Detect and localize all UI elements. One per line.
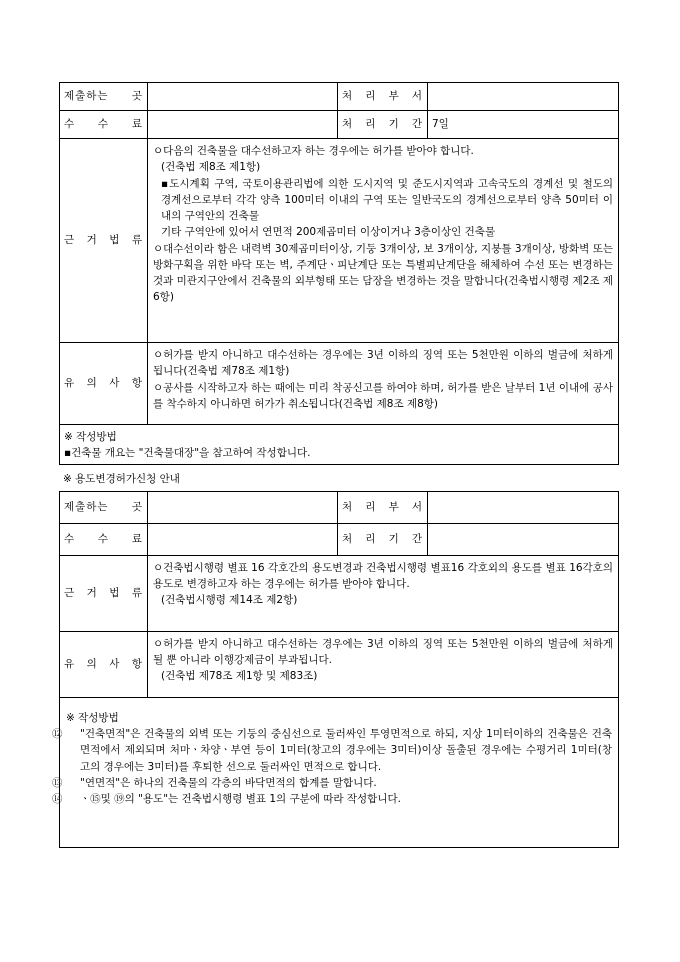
caution-line: ㅇ공사를 시작하고자 하는 때에는 미리 착공신고를 하여야 하며, 허가를 받은 날부터 1년 이내에 공사를 착수하지 아니하면 허가가 취소됩니다(건축법 제8조 제8항) xyxy=(153,381,613,410)
section2-table xyxy=(59,491,619,698)
note-mark: ⑫ xyxy=(52,728,63,741)
note-text: "연면적"은 하나의 건축물의 각층의 바닥면적의 합계를 말합니다. xyxy=(80,776,377,789)
section2-title: ※ 용도변경허가신청 안내 xyxy=(63,472,180,485)
dept-value xyxy=(428,83,619,111)
note-item xyxy=(52,726,612,775)
submit-label: 제출하는 곳 xyxy=(60,83,148,111)
section1-table xyxy=(59,82,619,425)
note-text: "건축면적"은 건축물의 외벽 또는 기둥의 중심선으로 둘러싸인 투영면적으로 하되, 지상 1미터이하의 건축물은 건축면적에서 제외되며 처마ㆍ차양ㆍ부연 등이 1미터(창고의 경우에는 3미터)이상 돌출된 경우에는 수평거리 1미터(창고의 경우에는 3미터)를 후퇴한 선으로 둘러싸인 면적으로 합니다. xyxy=(80,728,612,773)
law-line: ▪도시계획 구역, 국토이용관리법에 의한 도시지역 및 준도시지역과 고속국도의 경계선 및 철도의 경계선으로부터 각각 양측 100미터 이내의 구역 또는 일반국도의 경계선으로부터 양측 50미터 이내의 구역안의 건축물 xyxy=(161,177,613,223)
fee-label: 수 수 료 xyxy=(60,523,148,555)
law-line: 기타 구역안에 있어서 연면적 200제곱미터 이상이거나 3층이상인 건축물 xyxy=(161,226,496,239)
section1-method xyxy=(59,425,619,465)
law-line: ㅇ건축법시행령 별표 16 각호간의 용도변경과 건축법시행령 별표16 각호외의 용도를 별표 16각호의 용도로 변경하고자 하는 경우에는 허가를 받아야 합니다. xyxy=(153,561,613,591)
note-mark: ⑭ xyxy=(52,793,63,806)
law-content xyxy=(148,555,619,631)
submit-value xyxy=(148,83,338,111)
caution-content xyxy=(148,631,619,697)
fee-label: 수 수 료 xyxy=(60,111,148,139)
law-label: 근 거 법 류 xyxy=(60,555,148,631)
law-line: ㅇ다음의 건축물을 대수선하고자 하는 경우에는 허가를 받아야 합니다. xyxy=(153,145,474,157)
period-value: 7일 xyxy=(428,111,619,139)
caution-line: ㅇ허가를 받지 아니하고 대수선하는 경우에는 3년 이하의 징역 또는 5천만원 이하의 벌금에 처하게 됩니다(건축법 제78조 제1항) xyxy=(153,349,613,378)
period-label: 처 리 기 간 xyxy=(338,111,428,139)
law-line: (건축법시행령 제14조 제2항) xyxy=(161,594,298,607)
law-content xyxy=(148,139,619,343)
law-label: 근 거 법 류 xyxy=(60,139,148,343)
note-text: ㆍ⑮및 ⑲의 "용도"는 건축법시행령 별표 1의 구분에 따라 작성합니다. xyxy=(80,793,401,806)
period-value xyxy=(428,523,619,555)
method-line: ▪건축물 개요는 "건축물대장"을 참고하여 작성합니다. xyxy=(64,447,311,460)
note-mark: ⑬ xyxy=(52,776,63,789)
law-line: ㅇ대수선이라 함은 내력벽 30제곱미터이상, 기둥 3개이상, 보 3개이상, 지붕틀 3개이상, 방화벽 또는 방화구획을 위한 바닥 또는 벽, 주계단ㆍ피난계단 또는 특별피난계단을 해체하여 수선 또는 변경하는 것과 미관지구안에서 건축물의 외부형태 또는 담장을 변경하는 것을 말합니다(건축법시행령 제2조 제6항) xyxy=(153,242,614,304)
note-item xyxy=(52,775,612,791)
notes-box xyxy=(52,698,619,848)
fee-value xyxy=(148,523,338,555)
caution-label: 유 의 사 항 xyxy=(60,343,148,425)
dept-value xyxy=(428,491,619,523)
submit-value xyxy=(148,491,338,523)
fee-value xyxy=(148,111,338,139)
caution-label: 유 의 사 항 xyxy=(60,631,148,697)
caution-line: (건축법 제78조 제1항 및 제83조) xyxy=(161,670,318,683)
document-sheet xyxy=(52,82,619,848)
dept-label: 처 리 부 서 xyxy=(338,83,428,111)
caution-line: ㅇ허가를 받지 아니하고 대수선하는 경우에는 3년 이하의 징역 또는 5천만원 이하의 벌금에 처하게 될 뿐 아니라 이행강제금이 부과됩니다. xyxy=(153,637,613,667)
caution-content xyxy=(148,343,619,425)
dept-label: 처 리 부 서 xyxy=(338,491,428,523)
law-line: (건축법 제8조 제1항) xyxy=(161,161,261,174)
period-label: 처 리 기 간 xyxy=(338,523,428,555)
note-item xyxy=(52,791,612,807)
method-title: ※ 작성방법 xyxy=(64,431,117,443)
submit-label: 제출하는 곳 xyxy=(60,491,148,523)
notes-title: ※ 작성방법 xyxy=(66,711,119,724)
